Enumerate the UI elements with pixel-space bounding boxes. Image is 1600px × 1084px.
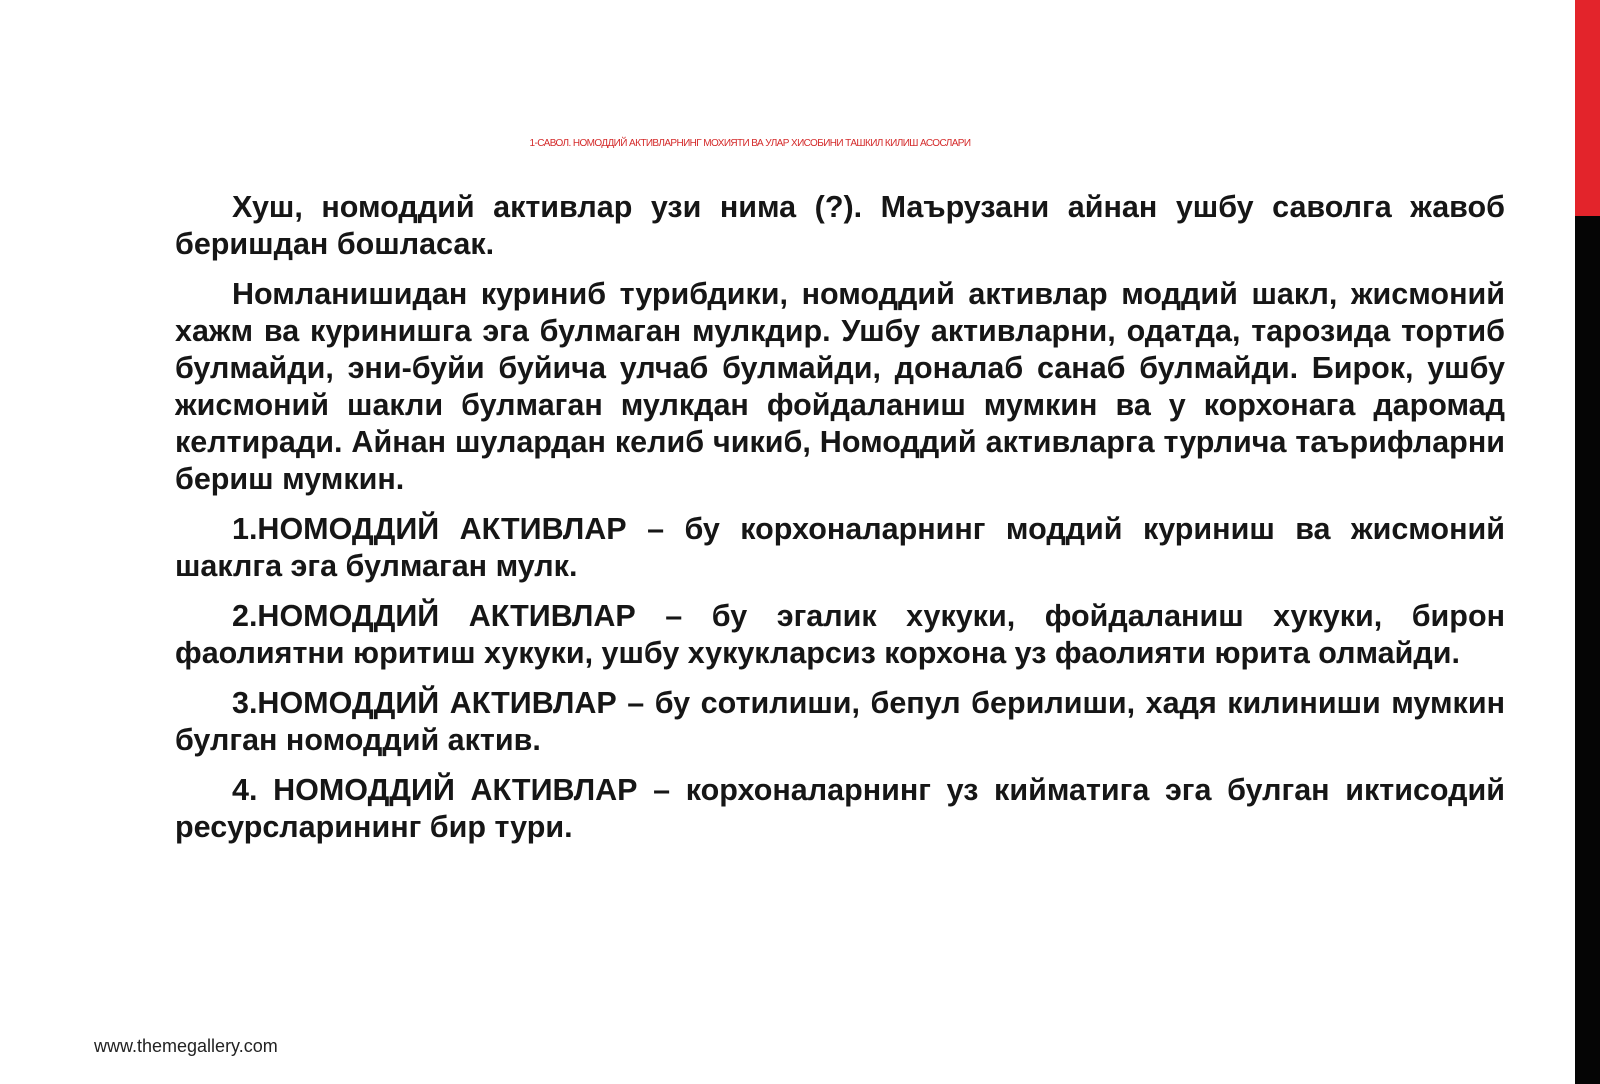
paragraph-description: Номланишидан куриниб турибдики, номоддий активлар моддий шакл, жисмоний хажм ва куринишга эга булмаган мулкдир. Ушбу активларни, одатда, тарозида тортиб булмайди, эни-буйи буйича улчаб булмайди, доналаб санаб булмайди. Бирок, ушбу жисмоний шакли булмаган мулкдан фойдаланиш мумкин ва у корхонага даромад келтиради. Айнан шулардан келиб чикиб, Номоддий активларга турлича таърифларни бериш мумкин. bbox=[175, 277, 1505, 496]
side-accent-red bbox=[1575, 0, 1600, 216]
definition-2: 2.НОМОДДИЙ АКТИВЛАР – бу эгалик хукуки, фойдаланиш хукуки, бирон фаолиятни юритиш хукуки, ушбу хукукларсиз корхона уз фаолияти юрита олмайди. bbox=[175, 599, 1505, 670]
footer-url: www.themegallery.com bbox=[94, 1036, 278, 1056]
definition-4: 4. НОМОДДИЙ АКТИВЛАР – корхоналарнинг уз кийматига эга булган иктисодий ресурсларининг бир тури. bbox=[175, 773, 1505, 844]
slide-title: 1-САВОЛ. НОМОДДИЙ АКТИВЛАРНИНГ МОХИЯТИ ВА УЛАР ХИСОБИНИ ТАШКИЛ КИЛИШ АСОСЛАРИ bbox=[529, 138, 971, 149]
paragraph-intro: Хуш, номоддий активлар узи нима (?). Маърузани айнан ушбу саволга жавоб беришдан бошласак. bbox=[175, 190, 1505, 261]
definition-3: 3.НОМОДДИЙ АКТИВЛАР – бу сотилиши, бепул берилиши, хадя килиниши мумкин булган номоддий актив. bbox=[175, 686, 1505, 757]
side-accent-bar bbox=[1575, 0, 1600, 1084]
definition-1: 1.НОМОДДИЙ АКТИВЛАР – бу корхоналарнинг моддий куриниш ва жисмоний шаклга эга булмаган мулк. bbox=[175, 512, 1505, 583]
slide-body bbox=[175, 189, 1505, 859]
side-accent-black bbox=[1575, 216, 1600, 1084]
